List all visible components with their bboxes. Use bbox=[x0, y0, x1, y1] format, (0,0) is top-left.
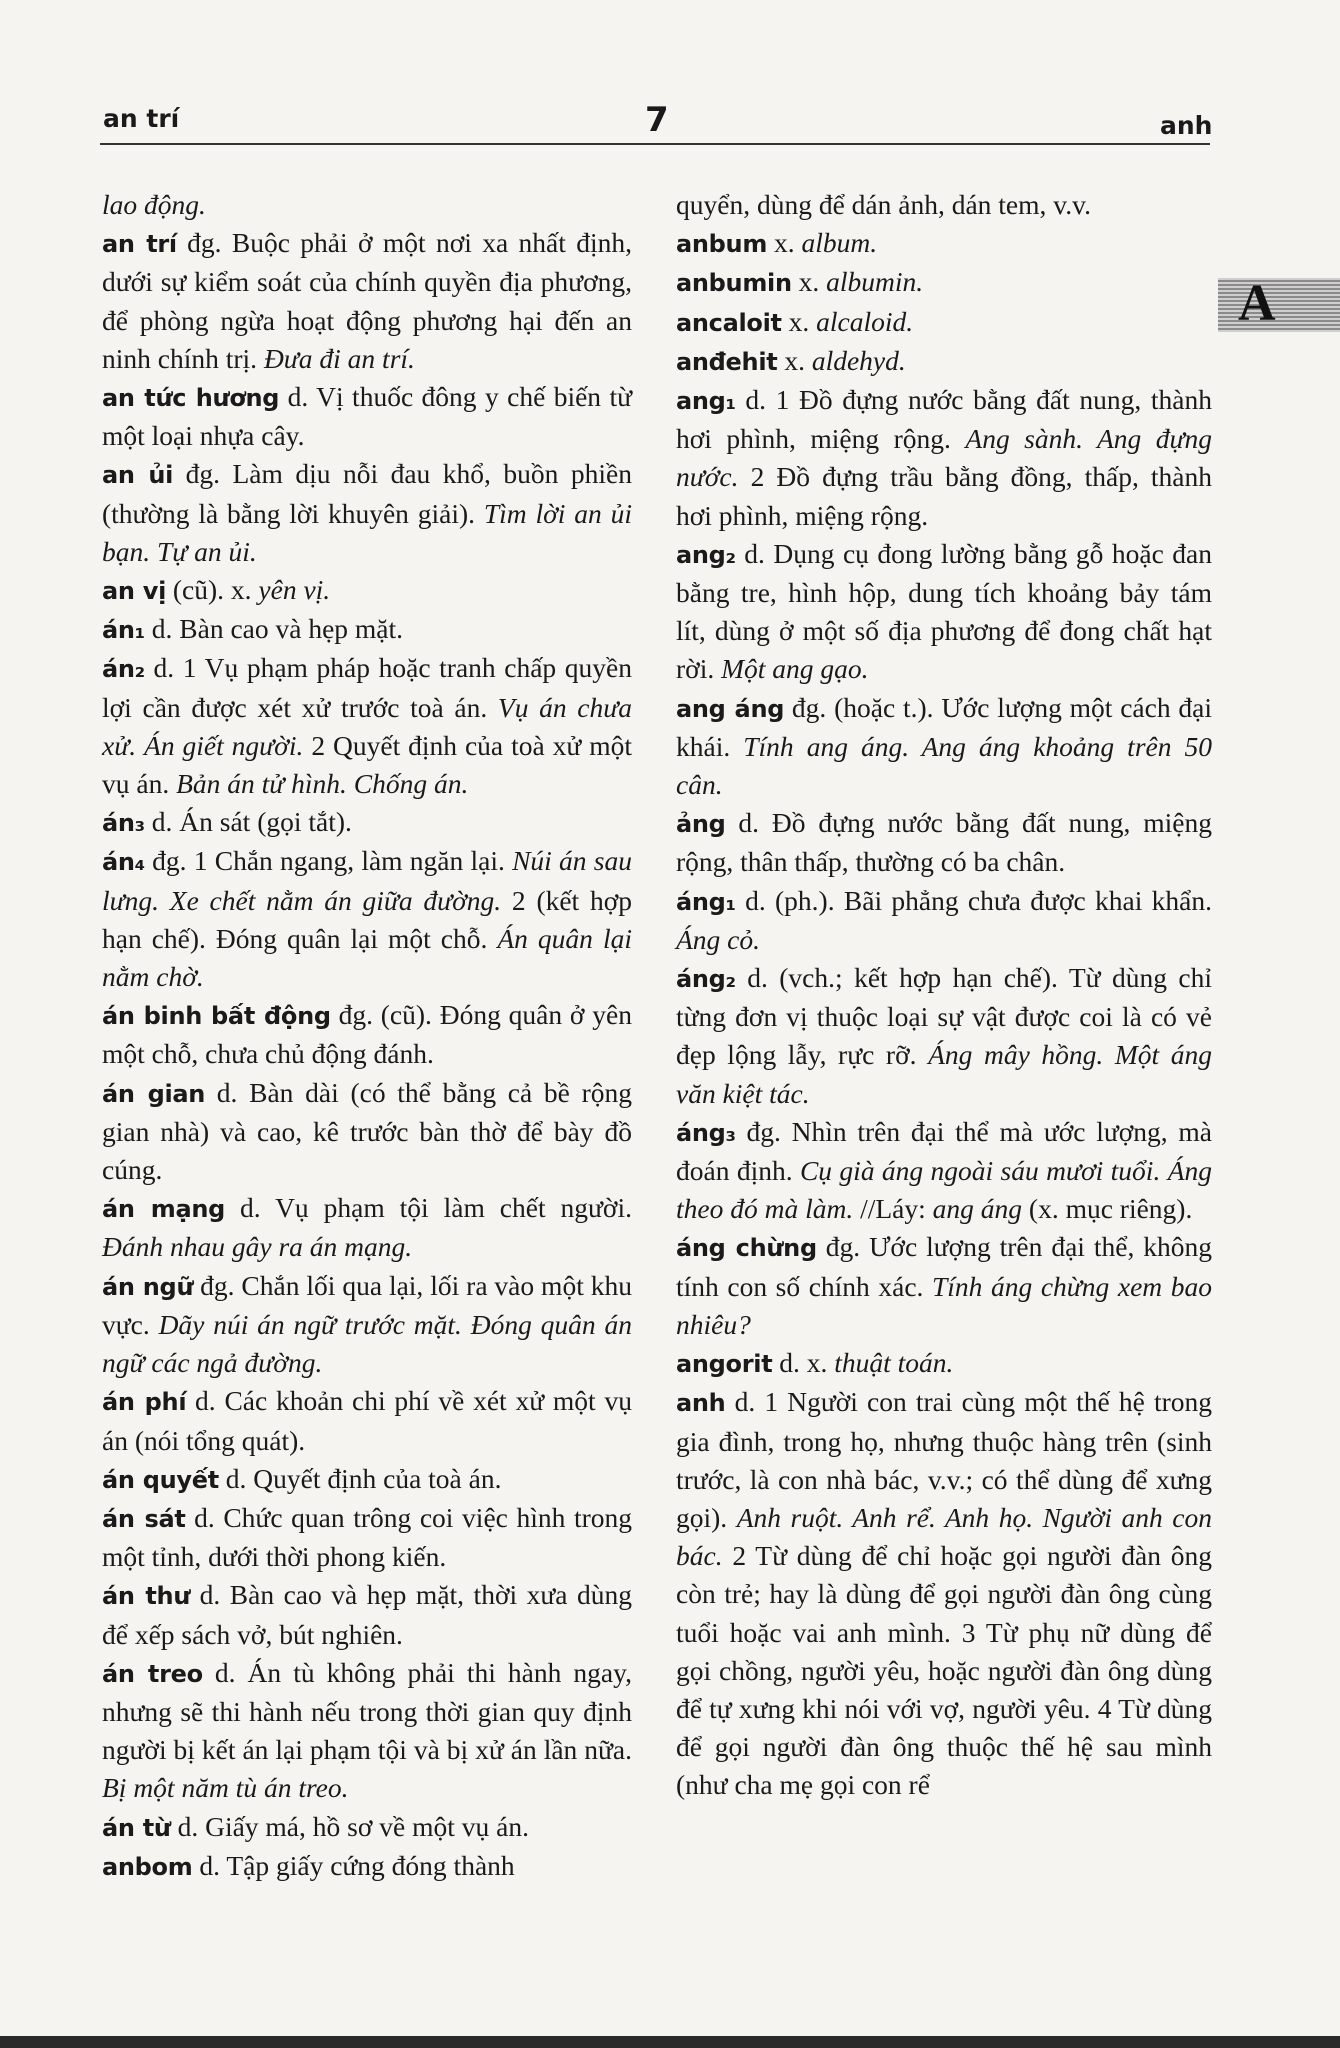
dictionary-entry bbox=[676, 1228, 1212, 1344]
definition-text: d. Bàn dài (có thể bằng cả bề rộng gian nhà) và cao, kê trước bàn thờ để bày đồ cúng. bbox=[102, 1076, 632, 1186]
example-text: Anh ruột. Anh rể. Anh họ. Người anh con bác. bbox=[676, 1501, 1212, 1572]
dictionary-entry bbox=[676, 804, 1212, 881]
dictionary-entry bbox=[102, 1382, 632, 1459]
example-text: albumin. bbox=[826, 266, 924, 298]
definition-text: d. Chức quan trông coi việc hình trong một tỉnh, dưới thời phong kiến. bbox=[102, 1501, 632, 1573]
dictionary-entry bbox=[676, 959, 1212, 1113]
headword: án ngữ bbox=[102, 1272, 194, 1301]
dictionary-entry bbox=[102, 186, 632, 224]
headword: ang₁ bbox=[676, 387, 736, 416]
definition-text: đg. Chắn lối qua lại, lối ra vào một khu vực. bbox=[102, 1269, 632, 1340]
definition-text: đg. Nhìn trên đại thể mà ước lượng, mà đoán định. bbox=[676, 1115, 1212, 1187]
dictionary-entry bbox=[102, 996, 632, 1073]
example-text: Tính áng chừng xem bao nhiêu? bbox=[676, 1270, 1212, 1340]
headword: ang₂ bbox=[676, 540, 736, 569]
example-text: lao động. bbox=[102, 189, 206, 220]
definition-text: d. Dụng cụ đong lường bằng gỗ hoặc đan bằng tre, hình hộp, dung tích khoảng bảy tám lít, dùng ở một số địa phương để đong chất hạt rời. bbox=[676, 537, 1212, 685]
definition-text: d. Giấy má, hồ sơ về một vụ án. bbox=[170, 1810, 529, 1842]
definition-text: d. Đồ đựng nước bằng đất nung, miệng rộng, thân thấp, thường có ba chân. bbox=[676, 807, 1212, 878]
headword: án treo bbox=[102, 1659, 203, 1688]
example-text: Áng cỏ. bbox=[676, 923, 761, 955]
example-text: aldehyd. bbox=[811, 344, 906, 376]
dictionary-entry bbox=[102, 1460, 632, 1499]
dictionary-entry bbox=[676, 303, 1212, 342]
headword: ang áng bbox=[676, 694, 785, 723]
example-text: Cụ già áng ngoài sáu mươi tuổi. Áng theo đó mà làm. bbox=[676, 1155, 1212, 1225]
header-rule bbox=[100, 143, 1210, 145]
definition-text: d. Án tù không phải thi hành ngay, nhưng sẽ thi hành nếu trong thời gian quy định người bị kết án lại phạm tội và bị xử án lần nữa. bbox=[102, 1656, 632, 1766]
dictionary-entry bbox=[676, 689, 1212, 805]
example-text: yên vị. bbox=[258, 574, 331, 606]
definition-text: d. 1 Vụ phạm pháp hoặc tranh chấp quyền lợi cần được xét xử trước toà án. bbox=[102, 652, 632, 723]
definition-text: d. (vch.; kết hợp hạn chế). Từ dùng chỉ từng đơn vị thuộc loại sự vật được coi là có vẻ đẹp lộng lẫy, rực rỡ. bbox=[676, 962, 1212, 1071]
headword: án phí bbox=[102, 1388, 187, 1417]
definition-text: x. bbox=[781, 305, 817, 337]
definition-text: d. Bàn cao và hẹp mặt, thời xưa dùng để xếp sách vở, bút nghiên. bbox=[102, 1579, 633, 1650]
definition-text: d. 1 Người con trai cùng một thế hệ trong gia đình, trong họ, nhưng thuộc hàng trên (sinh trước, là con nhà bác, v.v.; có thể dùng để xưng gọi). bbox=[676, 1386, 1212, 1533]
dictionary-entry bbox=[102, 224, 632, 378]
headword: anbom bbox=[102, 1852, 193, 1881]
headword: án gian bbox=[102, 1079, 206, 1108]
definition-text: d. Vị thuốc đông y chế biến từ một loại nhựa cây. bbox=[102, 381, 633, 452]
left-column bbox=[102, 186, 632, 1886]
dictionary-entry bbox=[676, 186, 1212, 224]
headword: án₂ bbox=[102, 655, 145, 684]
headword: an ủi bbox=[102, 461, 174, 490]
definition-text: //Láy: bbox=[853, 1193, 933, 1225]
headword: án từ bbox=[102, 1813, 171, 1842]
dictionary-entry bbox=[102, 1499, 632, 1576]
dictionary-entry bbox=[676, 535, 1212, 689]
example-text: Đánh nhau gây ra án mạng. bbox=[102, 1231, 413, 1263]
definition-text: (x. mục riêng). bbox=[1022, 1193, 1193, 1225]
example-text: Ang sành. Ang đựng nước. bbox=[676, 423, 1212, 493]
headword: án binh bất động bbox=[102, 1002, 331, 1031]
running-head-left: an trí bbox=[103, 104, 180, 133]
dictionary-entry bbox=[102, 1074, 632, 1190]
dictionary-entry bbox=[676, 1383, 1212, 1804]
definition-text: (cũ). x. bbox=[166, 574, 259, 606]
right-column bbox=[676, 186, 1212, 1805]
definition-text: d. Các khoản chi phí về xét xử một vụ án (nói tổng quát). bbox=[102, 1385, 632, 1456]
definition-text: đg. (hoặc t.). Ước lượng một cách đại khái. bbox=[676, 691, 1212, 762]
dictionary-entry bbox=[676, 1113, 1212, 1229]
definition-text: x. bbox=[791, 266, 827, 298]
example-text: thuật toán. bbox=[834, 1347, 954, 1379]
example-text: ang áng bbox=[932, 1193, 1023, 1225]
example-text: Đưa đi an trí. bbox=[263, 342, 415, 374]
dictionary-entry bbox=[102, 803, 632, 842]
headword: anh bbox=[676, 1389, 726, 1418]
definition-text: 2 (kết hợp hạn chế). Đóng quân lại một chỗ. bbox=[102, 884, 632, 954]
dictionary-entry bbox=[102, 1267, 632, 1383]
dictionary-entry bbox=[102, 1189, 632, 1266]
definition-text: x. bbox=[767, 227, 802, 259]
example-text: Vụ án chưa xử. Án giết người. bbox=[102, 691, 632, 761]
dictionary-entry bbox=[676, 263, 1212, 302]
example-text: Núi án sau lưng. Xe chết nằm án giữa đường. bbox=[102, 845, 632, 916]
example-text: Một ang gạo. bbox=[721, 653, 869, 685]
headword: an tức hương bbox=[102, 384, 280, 413]
headword: áng₃ bbox=[676, 1118, 736, 1147]
definition-text: d. Tập giấy cứng đóng thành bbox=[192, 1849, 515, 1881]
headword: án₄ bbox=[102, 848, 145, 877]
dictionary-entry bbox=[102, 1808, 632, 1847]
dictionary-entry bbox=[676, 342, 1212, 381]
headword: áng chừng bbox=[676, 1234, 817, 1263]
dictionary-entry bbox=[102, 378, 632, 455]
headword: an trí bbox=[102, 230, 177, 259]
definition-text: đg. Ước lượng trên đại thể, không tính con số chính xác. bbox=[676, 1231, 1212, 1302]
headword: án quyết bbox=[102, 1465, 219, 1494]
definition-text: d. x. bbox=[772, 1347, 835, 1379]
headword: ancaloit bbox=[676, 308, 782, 337]
dictionary-entry bbox=[102, 649, 632, 803]
definition-text: đg. Làm dịu nỗi đau khổ, buồn phiền (thường là bằng lời khuyên giải). bbox=[102, 458, 632, 529]
dictionary-entry bbox=[676, 1344, 1212, 1383]
dictionary-entry bbox=[676, 381, 1212, 535]
dictionary-entry bbox=[102, 842, 632, 996]
headword: án₁ bbox=[102, 616, 145, 645]
headword: angorit bbox=[676, 1350, 773, 1379]
definition-text: đg. Buộc phải ở một nơi xa nhất định, dưới sự kiểm soát của chính quyền địa phương, để phòng ngừa hoạt động phương hại đến an ninh chính trị. bbox=[102, 227, 633, 374]
dictionary-entry bbox=[102, 571, 632, 610]
headword: anbumin bbox=[676, 269, 792, 298]
definition-text: đg. (cũ). Đóng quân ở yên một chỗ, chưa chủ động đánh. bbox=[102, 999, 632, 1070]
definition-text: quyển, dùng để dán ảnh, dán tem, v.v. bbox=[676, 189, 1091, 220]
definition-text: 2 Từ dùng để chỉ hoặc gọi người đàn ông còn trẻ; hay là dùng để gọi người đàn ông cùng tuổi hoặc vai anh mình. 3 Từ phụ nữ dùng để gọi chồng, người yêu, hoặc người đàn ông dùng để tự xưng khi nói với vợ, người yêu. 4 Từ dùng để gọi người đàn ông thuộc thế hệ sau mình (như cha mẹ gọi con rể bbox=[676, 1540, 1212, 1801]
headword: ảng bbox=[676, 810, 726, 839]
dictionary-entry bbox=[102, 455, 632, 571]
headword: án sát bbox=[102, 1504, 186, 1533]
dictionary-entry bbox=[676, 882, 1212, 959]
example-text: Bản án tử hình. Chống án. bbox=[176, 768, 469, 800]
definition-text: d. Vụ phạm tội làm chết người. bbox=[225, 1192, 632, 1224]
headword: án thư bbox=[102, 1582, 191, 1611]
example-text: alcaloid. bbox=[816, 305, 914, 337]
thumb-index-tab bbox=[1218, 275, 1340, 332]
definition-text: x. bbox=[777, 344, 812, 376]
definition-text: d. Quyết định của toà án. bbox=[218, 1462, 502, 1494]
headword: án₃ bbox=[102, 809, 145, 838]
dictionary-entry bbox=[102, 1654, 632, 1808]
example-text: Án quân lại nằm chờ. bbox=[102, 922, 632, 993]
headword: án mạng bbox=[102, 1195, 226, 1224]
example-text: Dãy núi án ngữ trước mặt. Đóng quân án ngữ các ngả đường. bbox=[102, 1308, 632, 1379]
example-text: album. bbox=[801, 227, 878, 259]
headword: anđehit bbox=[676, 347, 778, 376]
dictionary-entry bbox=[676, 224, 1212, 263]
dictionary-entry bbox=[102, 610, 632, 649]
headword: áng₁ bbox=[676, 887, 736, 916]
definition-text: 2 Đồ đựng trầu bằng đồng, thấp, thành hơi phình, miệng rộng. bbox=[676, 461, 1212, 531]
example-text: Áng mây hồng. Một áng văn kiệt tác. bbox=[676, 1039, 1212, 1109]
scan-edge bbox=[0, 2036, 1340, 2048]
example-text: Tính ang áng. Ang áng khoảng trên 50 cân. bbox=[676, 730, 1212, 801]
definition-text: đg. 1 Chắn ngang, làm ngăn lại. bbox=[144, 845, 513, 877]
dictionary-entry bbox=[102, 1576, 632, 1653]
definition-text: d. 1 Đồ đựng nước bằng đất nung, thành hơi phình, miệng rộng. bbox=[676, 384, 1212, 455]
thumb-index-letter: A bbox=[1238, 275, 1276, 332]
definition-text: d. Án sát (gọi tắt). bbox=[144, 806, 352, 838]
dictionary-entry bbox=[102, 1847, 632, 1886]
headword: áng₂ bbox=[676, 965, 736, 994]
page-number: 7 bbox=[645, 100, 669, 140]
headword: an vị bbox=[102, 577, 167, 606]
example-text: Bị một năm tù án treo. bbox=[102, 1772, 349, 1804]
definition-text: d. (ph.). Bãi phẳng chưa được khai khẩn. bbox=[735, 884, 1212, 916]
example-text: Tìm lời an ủi bạn. Tự an ủi. bbox=[102, 497, 632, 567]
definition-text: d. Bàn cao và hẹp mặt. bbox=[144, 613, 404, 645]
running-head-right: anh bbox=[1160, 111, 1213, 140]
headword: anbum bbox=[676, 230, 768, 259]
definition-text: 2 Quyết định của toà xử một vụ án. bbox=[102, 729, 632, 800]
